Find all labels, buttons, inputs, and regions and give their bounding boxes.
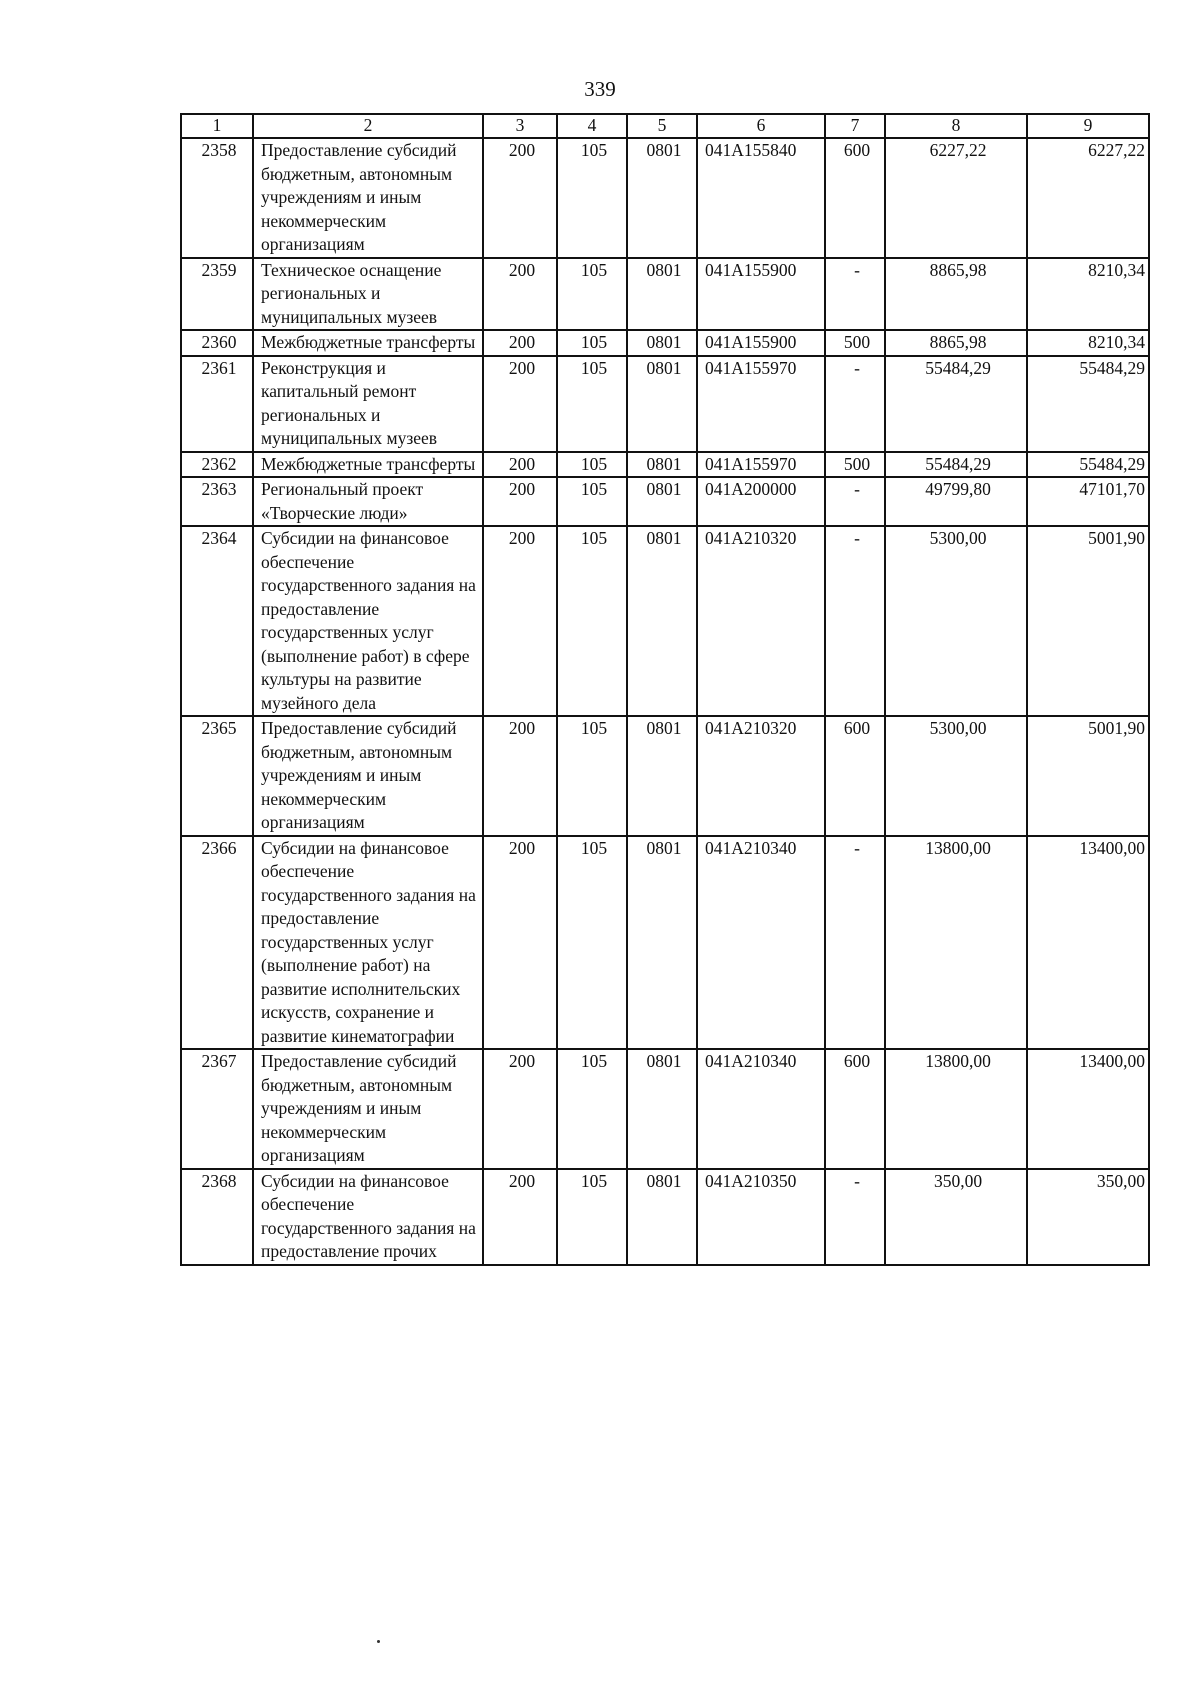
row-amount-8: 13800,00	[885, 1049, 1027, 1169]
row-number: 2358	[181, 138, 253, 258]
table-row	[181, 258, 1149, 331]
row-expense-type: -	[825, 526, 885, 716]
row-target-code: 041A155970	[697, 356, 825, 452]
header-row	[181, 114, 1149, 138]
header-cell-1: 1	[181, 114, 253, 138]
row-target-code: 041A155970	[697, 452, 825, 478]
row-number: 2368	[181, 1169, 253, 1265]
table-row	[181, 1169, 1149, 1265]
row-target-code: 041A210320	[697, 716, 825, 836]
row-amount-8: 49799,80	[885, 477, 1027, 526]
row-target-code: 041A210350	[697, 1169, 825, 1265]
row-amount-8: 8865,98	[885, 330, 1027, 356]
table-body	[181, 138, 1149, 1265]
row-name: Предоставление субсидий бюджетным, автономным учреждениям и иным некоммерческим организациям	[253, 716, 483, 836]
row-target-code: 041A155840	[697, 138, 825, 258]
row-amount-8: 350,00	[885, 1169, 1027, 1265]
budget-table	[180, 113, 1150, 1266]
header-cell-6: 6	[697, 114, 825, 138]
row-code-4: 105	[557, 477, 627, 526]
table-row	[181, 526, 1149, 716]
row-code-3: 200	[483, 526, 557, 716]
row-number: 2366	[181, 836, 253, 1050]
row-code-3: 200	[483, 1049, 557, 1169]
row-code-5: 0801	[627, 836, 697, 1050]
row-code-5: 0801	[627, 1049, 697, 1169]
row-code-3: 200	[483, 138, 557, 258]
row-code-5: 0801	[627, 452, 697, 478]
row-code-4: 105	[557, 1049, 627, 1169]
row-amount-8: 13800,00	[885, 836, 1027, 1050]
row-number: 2362	[181, 452, 253, 478]
row-amount-9: 8210,34	[1027, 258, 1149, 331]
row-code-5: 0801	[627, 356, 697, 452]
row-amount-9: 47101,70	[1027, 477, 1149, 526]
row-amount-9: 55484,29	[1027, 452, 1149, 478]
row-name: Субсидии на финансовое обеспечение государственного задания на предоставление прочих	[253, 1169, 483, 1265]
row-code-3: 200	[483, 452, 557, 478]
row-amount-8: 8865,98	[885, 258, 1027, 331]
row-code-4: 105	[557, 452, 627, 478]
row-amount-9: 5001,90	[1027, 716, 1149, 836]
row-amount-8: 55484,29	[885, 452, 1027, 478]
row-number: 2364	[181, 526, 253, 716]
row-number: 2367	[181, 1049, 253, 1169]
row-amount-9: 13400,00	[1027, 836, 1149, 1050]
row-amount-8: 6227,22	[885, 138, 1027, 258]
row-name: Субсидии на финансовое обеспечение государственного задания на предоставление государственных услуг (выполнение работ) в сфере культуры на развитие музейного дела	[253, 526, 483, 716]
table-row	[181, 356, 1149, 452]
row-code-3: 200	[483, 836, 557, 1050]
row-code-4: 105	[557, 716, 627, 836]
table-header	[181, 114, 1149, 138]
row-amount-9: 350,00	[1027, 1169, 1149, 1265]
row-number: 2360	[181, 330, 253, 356]
row-target-code: 041A200000	[697, 477, 825, 526]
row-name: Реконструкция и капитальный ремонт региональных и муниципальных музеев	[253, 356, 483, 452]
row-name: Межбюджетные трансферты	[253, 452, 483, 478]
row-expense-type: -	[825, 258, 885, 331]
row-code-3: 200	[483, 1169, 557, 1265]
row-code-3: 200	[483, 477, 557, 526]
row-name: Предоставление субсидий бюджетным, автономным учреждениям и иным некоммерческим организациям	[253, 1049, 483, 1169]
header-cell-7: 7	[825, 114, 885, 138]
row-code-5: 0801	[627, 138, 697, 258]
row-number: 2363	[181, 477, 253, 526]
table-row	[181, 138, 1149, 258]
table-row	[181, 330, 1149, 356]
row-target-code: 041A210320	[697, 526, 825, 716]
row-expense-type: 500	[825, 330, 885, 356]
row-code-4: 105	[557, 1169, 627, 1265]
row-code-3: 200	[483, 258, 557, 331]
row-code-4: 105	[557, 526, 627, 716]
row-expense-type: 600	[825, 716, 885, 836]
page-number: 339	[584, 77, 616, 101]
row-number: 2361	[181, 356, 253, 452]
row-code-5: 0801	[627, 477, 697, 526]
header-cell-2: 2	[253, 114, 483, 138]
table-row	[181, 716, 1149, 836]
row-amount-8: 55484,29	[885, 356, 1027, 452]
row-expense-type: 500	[825, 452, 885, 478]
row-target-code: 041A210340	[697, 1049, 825, 1169]
row-code-4: 105	[557, 836, 627, 1050]
row-name: Субсидии на финансовое обеспечение государственного задания на предоставление государственных услуг (выполнение работ) на развитие исполнительских искусств, сохранение и развитие кинематографии	[253, 836, 483, 1050]
table-row	[181, 836, 1149, 1050]
row-code-5: 0801	[627, 526, 697, 716]
row-name: Техническое оснащение региональных и муниципальных музеев	[253, 258, 483, 331]
table-row	[181, 452, 1149, 478]
row-code-4: 105	[557, 258, 627, 331]
row-expense-type: -	[825, 1169, 885, 1265]
row-expense-type: -	[825, 836, 885, 1050]
header-cell-5: 5	[627, 114, 697, 138]
row-expense-type: -	[825, 356, 885, 452]
row-code-5: 0801	[627, 330, 697, 356]
row-expense-type: 600	[825, 138, 885, 258]
row-amount-9: 5001,90	[1027, 526, 1149, 716]
header-cell-9: 9	[1027, 114, 1149, 138]
row-code-4: 105	[557, 330, 627, 356]
row-target-code: 041A155900	[697, 330, 825, 356]
row-number: 2359	[181, 258, 253, 331]
table-row	[181, 1049, 1149, 1169]
row-name: Региональный проект «Творческие люди»	[253, 477, 483, 526]
row-code-4: 105	[557, 138, 627, 258]
row-expense-type: 600	[825, 1049, 885, 1169]
row-name: Межбюджетные трансферты	[253, 330, 483, 356]
table-row	[181, 477, 1149, 526]
header-cell-4: 4	[557, 114, 627, 138]
row-code-5: 0801	[627, 716, 697, 836]
row-amount-8: 5300,00	[885, 716, 1027, 836]
header-cell-8: 8	[885, 114, 1027, 138]
row-code-3: 200	[483, 716, 557, 836]
row-code-5: 0801	[627, 258, 697, 331]
row-target-code: 041A210340	[697, 836, 825, 1050]
row-amount-9: 13400,00	[1027, 1049, 1149, 1169]
row-amount-9: 8210,34	[1027, 330, 1149, 356]
row-name: Предоставление субсидий бюджетным, автономным учреждениям и иным некоммерческим организациям	[253, 138, 483, 258]
row-amount-8: 5300,00	[885, 526, 1027, 716]
row-expense-type: -	[825, 477, 885, 526]
row-amount-9: 6227,22	[1027, 138, 1149, 258]
row-number: 2365	[181, 716, 253, 836]
row-code-4: 105	[557, 356, 627, 452]
header-cell-3: 3	[483, 114, 557, 138]
row-amount-9: 55484,29	[1027, 356, 1149, 452]
row-code-5: 0801	[627, 1169, 697, 1265]
row-code-3: 200	[483, 330, 557, 356]
row-code-3: 200	[483, 356, 557, 452]
row-target-code: 041A155900	[697, 258, 825, 331]
scan-dot-mark	[377, 1640, 380, 1643]
